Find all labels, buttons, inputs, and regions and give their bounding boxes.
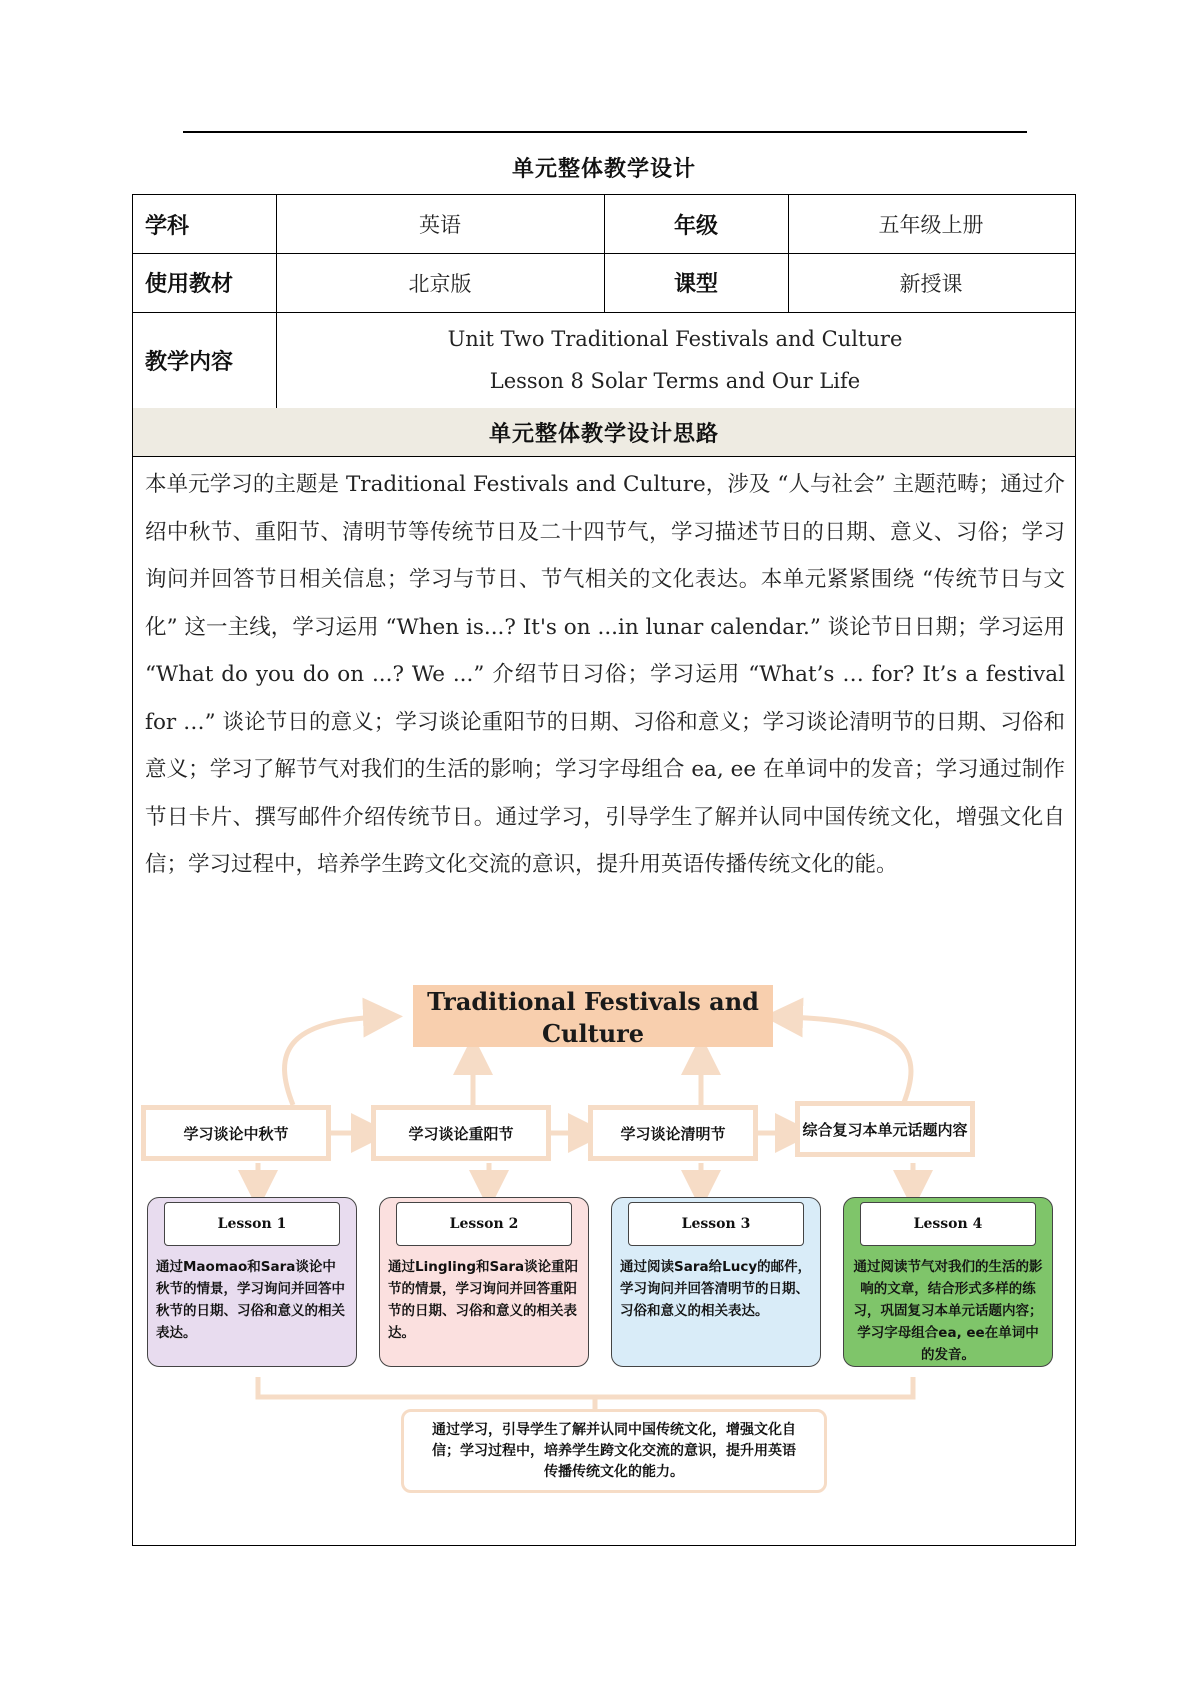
- step-review: 综合复习本单元话题内容: [795, 1101, 975, 1157]
- unit-flow-diagram: [133, 985, 1077, 1545]
- lesson-description: 通过Maomao和Sara谈论中秋节的情景，学习询问并回答中秋节的日期、习俗和意义的相关表达。: [156, 1259, 345, 1341]
- topic-box: [413, 985, 773, 1047]
- lesson-title: Lesson 2: [396, 1202, 572, 1246]
- design-paragraph: 本单元学习的主题是 Traditional Festivals and Culture，涉及 “人与社会” 主题范畴；通过介绍中秋节、重阳节、清明节等传统节日及二十四节气，学习描述节日的日期、意义、习俗；学习询问并回答节日相关信息；学习与节日、节气相关的文化表达。本单元紧紧围绕 “传统节日与文化” 这一主线，学习运用 “When is...? It's on ...in lunar calendar.” 谈论节日日期；学习运用 “What do you do on ...? We ...” 介绍节日习俗；学习运用 “What’s … for? It’s a festival for …” 谈论节日的意义；学习谈论重阳节的日期、习俗和意义；学习谈论清明节的日期、习俗和意义；学习了解节气对我们的生活的影响；学习字母组合 ea, ee 在单词中的发音；学习通过制作节日卡片、撰写邮件介绍传统节日。通过学习，引导学生了解并认同中国传统文化，增强文化自信；学习过程中，培养学生跨文化交流的意识，提升用英语传播传统文化的能。: [145, 472, 1065, 877]
- header-rule: [183, 131, 1027, 133]
- summary-box: 通过学习，引导学生了解并认同中国传统文化，增强文化自信；学习过程中，培养学生跨文化交流的意识，提升用英语传播传统文化的能力。: [401, 1409, 827, 1493]
- design-table: [132, 194, 1076, 1546]
- section-heading: 单元整体教学设计思路: [133, 408, 1075, 456]
- lesson-title: Lesson 8 Solar Terms and Our Life: [489, 369, 861, 393]
- grade-label: 年级: [673, 213, 718, 239]
- textbook-label: 使用教材: [145, 272, 234, 297]
- lesson-card-4: [843, 1197, 1053, 1367]
- lesson-card-3: [611, 1197, 821, 1367]
- page-title: 单元整体教学设计: [511, 157, 696, 182]
- content-label: 教学内容: [145, 349, 234, 375]
- lesson-description: 通过阅读节气对我们的生活的影响的文章，结合形式多样的练习，巩固复习本单元话题内容；学习字母组合ea, ee在单词中的发音。: [853, 1259, 1043, 1363]
- bracket-bottom: [258, 1377, 913, 1397]
- textbook-value: 北京版: [408, 271, 472, 296]
- step-mid-autumn: 学习谈论中秋节: [141, 1105, 331, 1161]
- content-value: [276, 312, 1074, 408]
- lesson-title: Lesson 1: [164, 1202, 340, 1246]
- unit-title: Unit Two Traditional Festivals and Culture: [447, 327, 903, 351]
- lesson-title: Lesson 3: [628, 1202, 804, 1246]
- subject-label: 学科: [145, 213, 190, 239]
- subject-value: 英语: [419, 213, 461, 237]
- lesson-description: 通过Lingling和Sara谈论重阳节的情景，学习询问并回答重阳节的日期、习俗和意义的相关表达。: [388, 1259, 579, 1341]
- lesson-card-2: [379, 1197, 589, 1367]
- lesson-type-value: 新授课: [899, 271, 963, 296]
- lesson-card-1: [147, 1197, 357, 1367]
- loop-arrow-left: [285, 1017, 383, 1105]
- lesson-description: 通过阅读Sara给Lucy的邮件，学习询问并回答清明节的日期、习俗和意义的相关表达。: [620, 1259, 812, 1319]
- step-qingming: 学习谈论清明节: [588, 1105, 758, 1161]
- lesson-type-label: 课型: [673, 272, 718, 297]
- lesson-title: Lesson 4: [860, 1202, 1036, 1246]
- loop-arrow-right: [783, 1017, 911, 1105]
- grade-value: 五年级上册: [878, 213, 984, 237]
- row-divider: [133, 456, 1075, 457]
- step-double-ninth: 学习谈论重阳节: [371, 1105, 551, 1161]
- topic-line2: Culture: [541, 1019, 645, 1048]
- topic-line1: Traditional Festivals and: [427, 987, 759, 1016]
